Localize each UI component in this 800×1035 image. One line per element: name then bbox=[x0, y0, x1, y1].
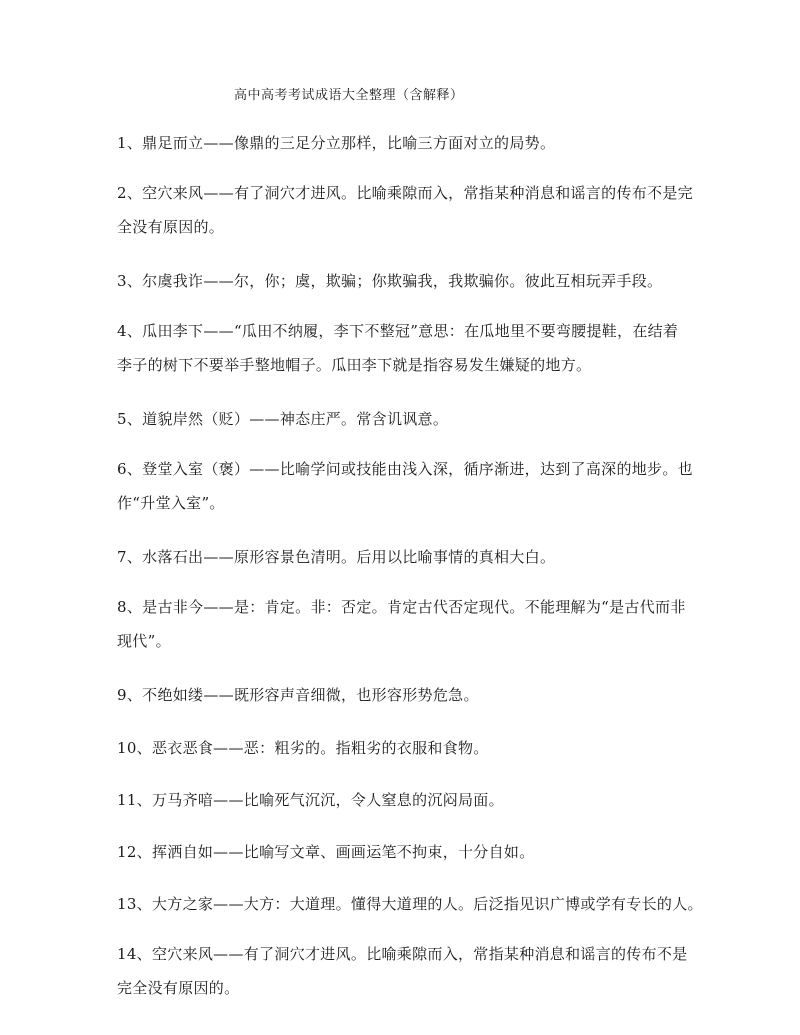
idiom-entry-10 bbox=[117, 731, 687, 765]
document-title: 高中高考考试成语大全整理（含解释） bbox=[234, 88, 464, 103]
entry-line: 8、是古非今——是：肯定。非：否定。肯定古代否定现代。不能理解为“是古代而非 bbox=[117, 598, 686, 616]
entry-line: 2、空穴来风——有了洞穴才进风。比喻乘隙而入，常指某种消息和谣言的传布不是完 bbox=[117, 184, 693, 202]
idiom-entry-7 bbox=[117, 540, 687, 574]
idiom-entry-2 bbox=[117, 176, 693, 244]
entry-line: 9、不绝如缕——既形容声音细微，也形容形势危急。 bbox=[117, 686, 479, 704]
idiom-entry-14 bbox=[117, 937, 687, 1005]
entry-line: 完全没有原因的。 bbox=[117, 979, 240, 997]
entry-line: 14、空穴来风——有了洞穴才进风。比喻乘隙而入，常指某种消息和谣言的传布不是 bbox=[117, 945, 688, 963]
entry-line: 现代”。 bbox=[117, 632, 171, 650]
entry-line: 1、鼎足而立——像鼎的三足分立那样，比喻三方面对立的局势。 bbox=[117, 134, 556, 152]
idiom-entry-1 bbox=[117, 126, 687, 160]
entry-line: 全没有原因的。 bbox=[117, 218, 225, 236]
idiom-entry-3 bbox=[117, 264, 687, 298]
entry-line: 10、恶衣恶食——恶：粗劣的。指粗劣的衣服和食物。 bbox=[117, 739, 489, 757]
idiom-entry-13 bbox=[117, 887, 703, 921]
idiom-entry-11 bbox=[117, 783, 687, 817]
entry-line: 3、尔虞我诈——尔，你；虞，欺骗；你欺骗我，我欺骗你。彼此互相玩弄手段。 bbox=[117, 272, 663, 290]
idiom-entry-9 bbox=[117, 678, 687, 712]
idiom-entry-6 bbox=[117, 452, 693, 520]
entry-line: 作“升堂入室”。 bbox=[117, 494, 225, 512]
entry-line: 4、瓜田李下——“瓜田不纳履，李下不整冠”意思：在瓜地里不要弯腰提鞋，在结着 bbox=[117, 322, 679, 340]
entry-line: 13、大方之家——大方：大道理。懂得大道理的人。后泛指见识广博或学有专长的人。 bbox=[117, 895, 703, 913]
idiom-entry-5 bbox=[117, 402, 687, 436]
entry-line: 6、登堂入室（褒）——比喻学问或技能由浅入深，循序渐进，达到了高深的地步。也 bbox=[117, 460, 693, 478]
entry-line: 11、万马齐喑——比喻死气沉沉，令人窒息的沉闷局面。 bbox=[117, 791, 504, 809]
idiom-entry-8 bbox=[117, 590, 687, 658]
entry-line: 李子的树下不要举手整地帽子。瓜田李下就是指容易发生嫌疑的地方。 bbox=[117, 356, 592, 374]
entry-line: 7、水落石出——原形容景色清明。后用以比喻事情的真相大白。 bbox=[117, 548, 556, 566]
idiom-entry-4 bbox=[117, 314, 687, 382]
entry-line: 5、道貌岸然（贬）——神态庄严。常含讥讽意。 bbox=[117, 410, 449, 428]
entry-line: 12、挥洒自如——比喻写文章、画画运笔不拘束，十分自如。 bbox=[117, 843, 535, 861]
idiom-entry-12 bbox=[117, 835, 687, 869]
